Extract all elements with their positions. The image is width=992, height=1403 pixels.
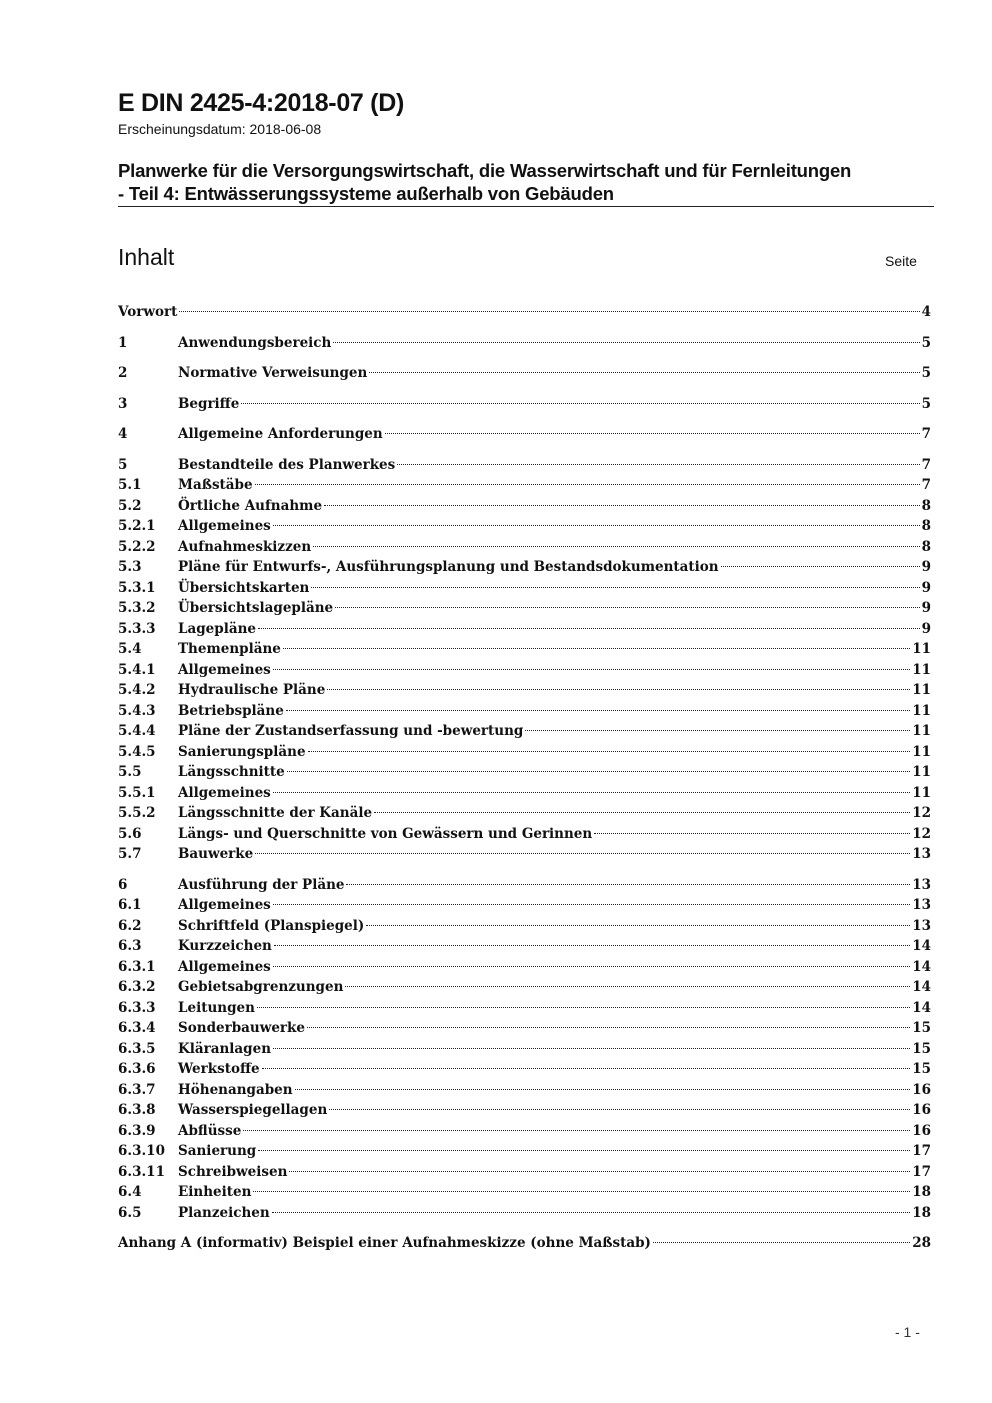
toc-entry-number: 6.3.1 (118, 958, 156, 975)
toc-entry[interactable] (118, 516, 931, 537)
toc-entry[interactable] (118, 824, 931, 845)
toc-entry-page: 16 (912, 1081, 931, 1098)
toc-entry-number: 5.1 (118, 477, 142, 493)
toc-entry[interactable] (118, 1080, 931, 1101)
toc-entry-number: 5.5.1 (118, 784, 156, 801)
toc-entry-number: 6.2 (118, 917, 142, 934)
toc-entry[interactable] (118, 680, 931, 701)
toc-entry-number: 6.1 (118, 897, 142, 913)
toc-entry[interactable] (118, 333, 931, 354)
toc-dot-leader (525, 730, 910, 731)
toc-entry-page: 8 (921, 497, 931, 514)
toc-entry-number: 2 (118, 365, 128, 381)
toc-entry-page: 15 (912, 1061, 931, 1077)
page-number: - 1 - (895, 1324, 920, 1340)
toc-entry-number: 5.2.2 (118, 538, 156, 555)
toc-dot-leader (283, 648, 910, 649)
toc-entry-number: 5.3.2 (118, 600, 156, 616)
toc-entry[interactable] (118, 936, 931, 957)
toc-entry-number: 5.3 (118, 559, 142, 575)
toc-entry[interactable] (118, 844, 931, 865)
toc-entry-title: Sanierungspläne (178, 743, 306, 760)
toc-entry[interactable] (118, 803, 931, 824)
toc-entry-number: 5.4.5 (118, 743, 156, 760)
toc-entry-page: 18 (912, 1204, 931, 1221)
toc-entry[interactable] (118, 1162, 931, 1183)
toc-entry-number: 5.2.1 (118, 518, 156, 534)
toc-entry[interactable] (118, 537, 931, 558)
toc-entry[interactable] (118, 875, 931, 896)
toc-entry-title: Allgemeines (178, 958, 271, 975)
toc-entry-page: 17 (912, 1163, 931, 1180)
toc-dot-leader (272, 1212, 911, 1213)
toc-entry-page: 11 (912, 743, 931, 760)
toc-entry-page: 11 (912, 702, 931, 719)
toc-entry[interactable] (118, 455, 931, 476)
toc-entry-page: 11 (912, 764, 931, 780)
toc-entry-number: 3 (118, 395, 128, 412)
toc-entry[interactable] (118, 1233, 931, 1254)
toc-entry-number: 5.6 (118, 825, 142, 842)
toc-entry-title: Pläne für Entwurfs-, Ausführungsplanung und Bestandsdokumentation (178, 559, 719, 575)
toc-entry[interactable] (118, 1203, 931, 1224)
toc-entry-title: Maßstäbe (178, 477, 253, 493)
toc-entry-title: Betriebspläne (178, 702, 284, 719)
toc-entry[interactable] (118, 957, 931, 978)
toc-entry-page: 14 (912, 999, 931, 1016)
toc-dot-leader (257, 1007, 910, 1008)
toc-entry[interactable] (118, 496, 931, 517)
toc-dot-leader (287, 771, 910, 772)
toc-dot-leader (258, 1150, 910, 1151)
toc-entry[interactable] (118, 475, 931, 496)
toc-entry-number: 5.7 (118, 846, 142, 862)
toc-entry-page: 11 (912, 661, 931, 678)
toc-entry-page: 11 (912, 682, 931, 698)
toc-dot-leader (385, 433, 920, 434)
toc-entry-title: Längsschnitte der Kanäle (178, 805, 373, 821)
toc-entry[interactable] (118, 394, 931, 415)
toc-entry[interactable] (118, 701, 931, 722)
toc-entry[interactable] (118, 1018, 931, 1039)
toc-dot-leader (241, 403, 919, 404)
toc-entry[interactable] (118, 557, 931, 578)
toc-entry-page: 14 (912, 938, 931, 954)
toc-entry-page: 7 (921, 426, 931, 442)
toc-entry[interactable] (118, 619, 931, 640)
document-title-line-2: - Teil 4: Entwässerungssysteme außerhalb von Gebäuden (118, 183, 614, 204)
toc-entry[interactable] (118, 742, 931, 763)
toc-entry-number: 6.3.2 (118, 979, 156, 995)
toc-entry[interactable] (118, 783, 931, 804)
toc-entry-title: Lagepläne (178, 620, 256, 637)
toc-entry[interactable] (118, 998, 931, 1019)
toc-dot-leader (311, 587, 919, 588)
toc-entry-title: Hydraulische Pläne (178, 682, 326, 698)
toc-entry-number: 6.3.6 (118, 1061, 156, 1077)
toc-entry-page: 7 (921, 456, 931, 473)
toc-dot-leader (308, 751, 911, 752)
toc-entry-page: 15 (912, 1040, 931, 1057)
toc-entry-number: 5.4.1 (118, 661, 156, 678)
toc-dot-leader (721, 566, 920, 567)
toc-entry-page: 13 (912, 846, 931, 862)
publication-date: Erscheinungsdatum: 2018-06-08 (118, 121, 322, 137)
toc-entry-title: Allgemeines (178, 784, 271, 801)
toc-entry-title: Abflüsse (178, 1122, 242, 1139)
toc-entry-page: 12 (912, 825, 931, 842)
toc-entry-title: Allgemeines (178, 661, 271, 678)
toc-dot-leader (274, 945, 910, 946)
toc-entry-number: 5.4.2 (118, 682, 156, 698)
toc-entry-number: 6.5 (118, 1204, 142, 1221)
toc-entry[interactable] (118, 598, 931, 619)
toc-dot-leader (397, 464, 919, 465)
toc-dot-leader (273, 669, 910, 670)
toc-entry[interactable] (118, 363, 931, 384)
toc-entry-number: 6.3.10 (118, 1143, 165, 1159)
toc-entry-number: 5.2 (118, 497, 142, 514)
toc-entry[interactable] (118, 660, 931, 681)
toc-entry-number: 5.3.3 (118, 620, 156, 637)
toc-entry-number: 4 (118, 426, 128, 442)
toc-entry-number: 6.3.9 (118, 1122, 156, 1139)
document-title-line-1: Planwerke für die Versorgungswirtschaft, die Wasserwirtschaft und für Fernleitungen (118, 160, 852, 181)
toc-entry-title: Anwendungsbereich (178, 334, 332, 351)
toc-entry-title: Gebietsabgrenzungen (178, 979, 344, 995)
toc-entry[interactable] (118, 424, 931, 445)
toc-entry[interactable] (118, 302, 931, 323)
toc-entry[interactable] (118, 1141, 931, 1162)
toc-entry-page: 9 (921, 620, 931, 637)
toc-entry-page: 13 (912, 917, 931, 934)
toc-entry-number: 6.4 (118, 1184, 142, 1200)
toc-entry-title: Wasserspiegellagen (178, 1102, 328, 1118)
toc-entry[interactable] (118, 578, 931, 599)
toc-dot-leader (273, 966, 910, 967)
toc-page-column-heading: Seite (885, 253, 917, 269)
toc-entry[interactable] (118, 895, 931, 916)
toc-dot-leader (653, 1242, 910, 1243)
toc-entry[interactable] (118, 721, 931, 742)
toc-entry[interactable] (118, 762, 931, 783)
toc-entry-number: 6.3.8 (118, 1102, 156, 1118)
toc-entry-page: 28 (912, 1235, 931, 1251)
toc-entry-title: Schriftfeld (Planspiegel) (178, 917, 365, 934)
toc-entry[interactable] (118, 1059, 931, 1080)
toc-entry[interactable] (118, 916, 931, 937)
toc-dot-leader (273, 525, 920, 526)
toc-entry-page: 18 (912, 1184, 931, 1200)
toc-dot-leader (346, 884, 910, 885)
toc-entry-title: Bestandteile des Planwerkes (178, 456, 396, 473)
toc-entry-page: 16 (912, 1102, 931, 1118)
toc-entry-title: Anhang A (informativ) Beispiel einer Aufnahmeskizze (ohne Maßstab) (118, 1235, 651, 1251)
toc-dot-leader (255, 853, 910, 854)
toc-entry-page: 9 (921, 600, 931, 616)
toc-entry[interactable] (118, 639, 931, 660)
toc-entry-title: Allgemeines (178, 518, 271, 534)
toc-entry-title: Leitungen (178, 999, 255, 1016)
toc-dot-leader (327, 689, 910, 690)
toc-entry-page: 4 (921, 304, 931, 320)
toc-entry-title: Schreibweisen (178, 1163, 288, 1180)
toc-dot-leader (179, 311, 919, 312)
toc-entry-number: 6.3.3 (118, 999, 156, 1016)
toc-entry-number: 5.4 (118, 641, 142, 657)
toc-dot-leader (255, 484, 920, 485)
toc-entry-number: 5.5 (118, 764, 142, 780)
toc-entry-title: Normative Verweisungen (178, 365, 368, 381)
toc-dot-leader (243, 1130, 910, 1131)
toc-dot-leader (369, 372, 919, 373)
toc-entry-page: 11 (912, 641, 931, 657)
toc-entry-number: 6.3.7 (118, 1081, 156, 1098)
toc-entry-number: 6.3.5 (118, 1040, 156, 1057)
toc-entry-page: 15 (912, 1020, 931, 1036)
toc-entry-page: 16 (912, 1122, 931, 1139)
toc-entry[interactable] (118, 1100, 931, 1121)
toc-dot-leader (335, 607, 919, 608)
title-divider (118, 206, 934, 207)
toc-entry[interactable] (118, 977, 931, 998)
toc-entry-title: Kurzzeichen (178, 938, 272, 954)
toc-entry-title: Übersichtslagepläne (178, 600, 334, 616)
toc-dot-leader (258, 628, 920, 629)
toc-entry-page: 13 (912, 897, 931, 913)
toc-dot-leader (273, 1048, 910, 1049)
toc-entry-title: Pläne der Zustandserfassung und -bewertung (178, 723, 524, 739)
toc-entry-page: 13 (912, 876, 931, 893)
toc-entry-page: 17 (912, 1143, 931, 1159)
toc-dot-leader (374, 812, 910, 813)
toc-entry-title: Einheiten (178, 1184, 252, 1200)
toc-entry-page: 8 (921, 518, 931, 534)
toc-entry-title: Bauwerke (178, 846, 254, 862)
toc-entry-page: 12 (912, 805, 931, 821)
toc-entry-page: 9 (921, 579, 931, 596)
document-id: E DIN 2425-4:2018-07 (D) (118, 89, 404, 117)
toc-entry-page: 8 (921, 538, 931, 555)
toc-entry-page: 5 (921, 395, 931, 412)
toc-dot-leader (286, 710, 910, 711)
toc-entry-title: Themenpläne (178, 641, 281, 657)
toc-entry-title: Übersichtskarten (178, 579, 310, 596)
toc-entry-number: 5 (118, 456, 128, 473)
toc-dot-leader (324, 505, 920, 506)
toc-entry-page: 11 (912, 784, 931, 801)
toc-entry-title: Sonderbauwerke (178, 1020, 305, 1036)
toc-entry[interactable] (118, 1039, 931, 1060)
toc-dot-leader (594, 833, 910, 834)
toc-dot-leader (333, 342, 919, 343)
toc-entry-title: Allgemeine Anforderungen (178, 426, 383, 442)
toc-entry-title: Werkstoffe (178, 1061, 260, 1077)
toc-entry[interactable] (118, 1121, 931, 1142)
toc-entry[interactable] (118, 1182, 931, 1203)
toc-entry-number: 6.3.4 (118, 1020, 156, 1036)
toc-entry-title: Sanierung (178, 1143, 257, 1159)
toc-entry-title: Kläranlagen (178, 1040, 272, 1057)
document-title (118, 159, 936, 205)
toc-entry-number: 6 (118, 876, 128, 893)
toc-entry-title: Längsschnitte (178, 764, 285, 780)
toc-entry-title: Aufnahmeskizzen (178, 538, 312, 555)
toc-entry-page: 11 (912, 723, 931, 739)
toc-entry-title: Vorwort (118, 304, 178, 320)
toc-entry-number: 5.5.2 (118, 805, 156, 821)
toc-entry-page: 5 (921, 334, 931, 351)
toc-entry-number: 5.4.4 (118, 723, 156, 739)
toc-heading: Inhalt (118, 244, 175, 270)
toc-dot-leader (313, 546, 919, 547)
toc-entry-number: 6.3.11 (118, 1163, 165, 1180)
toc-entry-page: 7 (921, 477, 931, 493)
toc-entry-number: 5.4.3 (118, 702, 156, 719)
toc-entry-page: 5 (921, 365, 931, 381)
toc-dot-leader (307, 1027, 910, 1028)
toc-dot-leader (262, 1068, 911, 1069)
toc-entry-number: 6.3 (118, 938, 142, 954)
toc-dot-leader (253, 1191, 910, 1192)
toc-dot-leader (345, 986, 910, 987)
toc-entry-page: 14 (912, 979, 931, 995)
toc-entry-title: Planzeichen (178, 1204, 270, 1221)
toc-entry-page: 14 (912, 958, 931, 975)
toc-dot-leader (273, 904, 910, 905)
toc-entry-title: Begriffe (178, 395, 240, 412)
toc-entry-title: Längs- und Querschnitte von Gewässern und Gerinnen (178, 825, 593, 842)
toc-entry-title: Höhenangaben (178, 1081, 293, 1098)
toc-dot-leader (366, 925, 910, 926)
toc-entry-number: 1 (118, 334, 128, 351)
toc-entry-title: Allgemeines (178, 897, 271, 913)
toc-entry-title: Örtliche Aufnahme (178, 497, 323, 514)
toc-dot-leader (273, 792, 910, 793)
toc-entry-number: 5.3.1 (118, 579, 156, 596)
toc-entry-page: 9 (921, 559, 931, 575)
table-of-contents (118, 302, 931, 1254)
toc-entry-title: Ausführung der Pläne (178, 876, 345, 893)
toc-dot-leader (289, 1171, 910, 1172)
toc-dot-leader (295, 1089, 911, 1090)
toc-dot-leader (329, 1109, 910, 1110)
